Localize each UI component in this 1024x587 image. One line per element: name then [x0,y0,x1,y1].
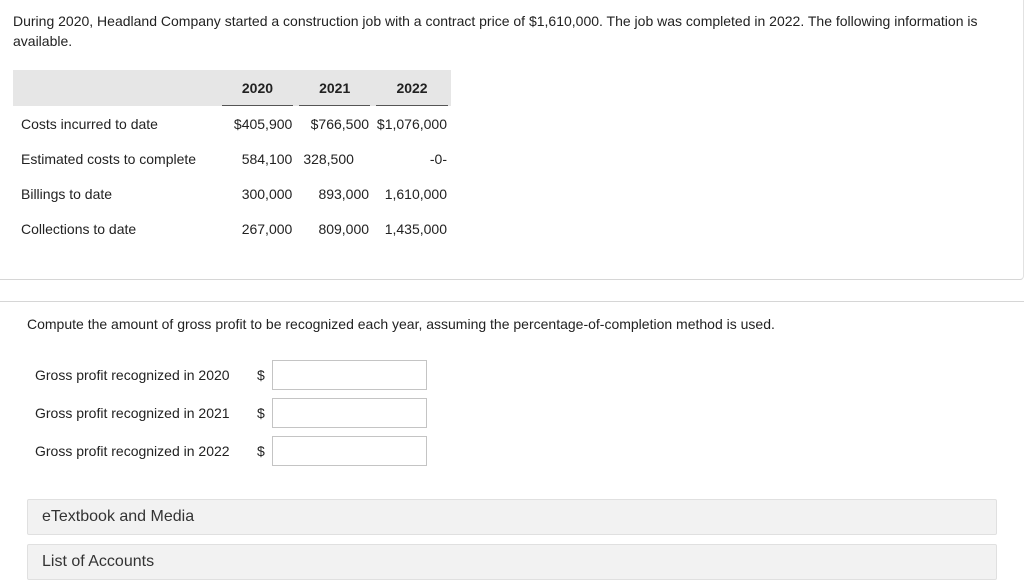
header-2021: 2021 [296,70,373,106]
etextbook-media-button[interactable] [27,499,997,535]
cell-value: 328,500 [303,150,354,167]
construction-data-table [13,70,451,246]
row-label: Billings to date [21,185,113,202]
answer-row-2022 [35,436,427,466]
etextbook-media-label: eTextbook and Media [42,508,195,525]
cell-value: $766,500 [310,115,370,132]
problem-intro: During 2020, Headland Company started a construction job with a contract price of $1,610,000. The job was completed in 2022. The following information is available. [13,13,978,49]
question-text: Compute the amount of gross profit to be recognized each year, assuming the percentage-of-completion method is used. [27,316,775,332]
list-of-accounts-label: List of Accounts [42,553,155,570]
row-label: Costs incurred to date [21,115,158,132]
answer-label: Gross profit recognized in 2021 [35,405,230,421]
answer-label: Gross profit recognized in 2022 [35,443,230,459]
cell-value: $405,900 [233,115,293,132]
currency-symbol: $ [257,405,265,421]
gross-profit-2021-input[interactable] [272,398,427,428]
table-row [13,211,451,246]
answer-row-2020 [35,360,427,390]
table-header-row [13,70,451,106]
cell-value: 809,000 [318,220,370,237]
cell-value: 893,000 [318,185,370,202]
gross-profit-2020-input[interactable] [272,360,427,390]
currency-symbol: $ [257,443,265,459]
header-2020: 2020 [219,70,297,106]
currency-symbol: $ [257,367,265,383]
row-label: Estimated costs to complete [21,150,197,167]
answer-row-2021 [35,398,427,428]
table-row [13,106,451,141]
cell-value: 267,000 [241,220,293,237]
cell-value: 1,435,000 [384,220,447,237]
cell-value: -0- [429,150,447,167]
cell-value: $1,076,000 [376,115,447,132]
row-label: Collections to date [21,220,137,237]
header-empty [13,70,219,106]
table-row [13,141,451,176]
section-divider [0,301,1024,302]
cell-value: 584,100 [241,150,293,167]
cell-value: 300,000 [241,185,293,202]
answer-label: Gross profit recognized in 2020 [35,367,230,383]
table-row [13,176,451,211]
list-of-accounts-button[interactable] [27,544,997,580]
header-2022: 2022 [373,70,451,106]
cell-value: 1,610,000 [384,185,447,202]
gross-profit-2022-input[interactable] [272,436,427,466]
